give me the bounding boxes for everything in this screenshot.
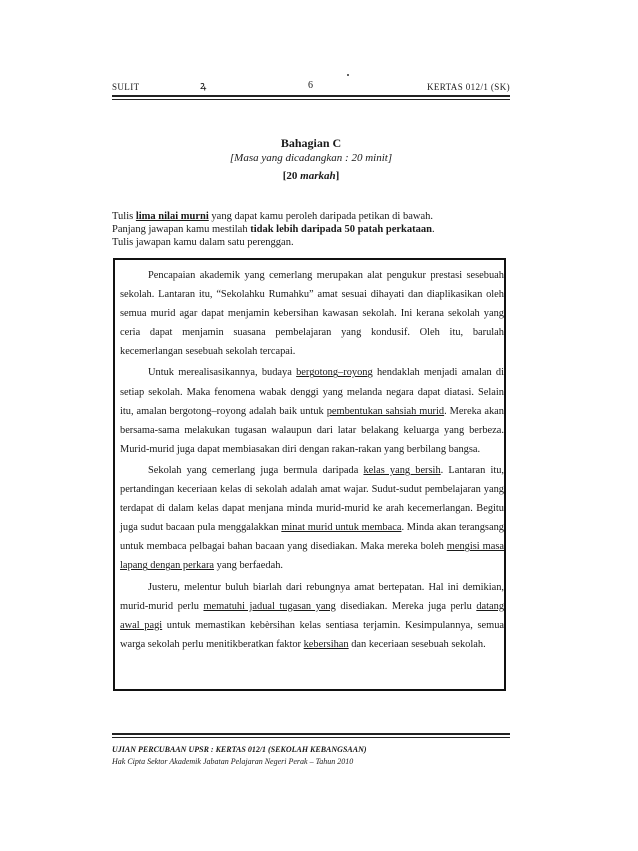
marks-prefix: [20 bbox=[282, 170, 301, 182]
instruction-line-2: Panjang jawapan kamu mestilah tidak lebih daripada 50 patah perkataan. bbox=[112, 224, 435, 235]
underlined-phrase: kebersihan bbox=[303, 638, 349, 650]
page-number: 6 bbox=[308, 80, 313, 91]
footer-rule bbox=[112, 733, 510, 735]
header-confidential-label: SULIT bbox=[112, 82, 140, 92]
underlined-phrase: mematuhi jadual tugasan yang bbox=[203, 600, 336, 612]
speck bbox=[347, 74, 349, 76]
header-paper-code: KERTAS 012/1 (SK) bbox=[426, 82, 510, 92]
section-title: Bahagian C bbox=[280, 136, 342, 150]
instruction-word-limit: tidak lebih daripada 50 patah perkataan bbox=[250, 224, 432, 235]
instruction-line-1: Tulis lima nilai murni yang dapat kamu peroleh daripada petikan di bawah. bbox=[112, 211, 433, 222]
passage-paragraph-4: Justeru, melentur buluh biarlah dari rebungnya amat bertepatan. Hal ini demikian, murid-murid perlu mematuhi jadual tugasan yang disediakan. Mereka juga perlu datang awal pagi untuk memastikan kebèrsihan kelas sentiasa terjamin. Kesimpulannya, semua warga sekolah perlu menitikberatkan faktor kebersihan dan keceriaan sesebuah sekolah. bbox=[120, 581, 505, 650]
underlined-phrase: mengisi masa lapang dengan perkara bbox=[120, 541, 504, 572]
marks-word: markah bbox=[300, 170, 336, 182]
underlined-phrase: kelas yang bersih bbox=[363, 464, 441, 476]
underlined-phrase: pembentukan sahsiah murid bbox=[326, 405, 445, 417]
passage-text bbox=[120, 266, 504, 656]
instructions bbox=[112, 210, 435, 249]
underlined-phrase: bergotong–royong bbox=[296, 367, 373, 379]
passage-paragraph-1: Pencapaian akademik yang cemerlang merupakan alat pengukur prestasi sesebuah sekolah. Lantaran itu, “Sekolahku Rumahku” amat sesuai dihayati dan diaplikasikan oleh semua murid agar dapat menjamin kebersihan kawasan sekolah. Ini kerana sekolah yang ceria dapat menjamin suasana pembelajaran yang kondusif. Oleh itu, barulah kecemerlangan sesebuah sekolah tercapai. bbox=[120, 270, 504, 358]
footer-rule-thin bbox=[112, 737, 510, 738]
passage-paragraph-3: Sekolah yang cemerlang juga bermula daripada kelas yang bersih. Lantaran itu, pertandingan keceriaan kelas di sekolah adalah amat wajar. Sudut-sudut pembelajaran yang terdapat di dalam kelas dapat menjana minda murid-murid ke arah kecemerlangan. Begitu juga sudut bacaan pula menggalakkan minat murid untuk membaca. Minda akan terangsang untuk membaca pelbagai bahan bacaan yang disediakan. Maka mereka boleh mengisi masa lapang dengan perkara yang berfaedah. bbox=[120, 464, 505, 572]
handwritten-mark: ꝝ bbox=[200, 80, 207, 92]
header-rule bbox=[112, 95, 510, 97]
instruction-emphasis: lima nilai murni bbox=[135, 211, 209, 222]
underlined-phrase: minat murid untuk membaca bbox=[281, 522, 402, 534]
footer-copyright: Hak Cipta Sektor Akademik Jabatan Pelajaran Negeri Perak – Tahun 2010 bbox=[112, 757, 354, 766]
passage-paragraph-2: Untuk merealisasikannya, budaya bergotong–royong hendaklah menjadi amalan di setiap sekolah. Maka fenomena wabak denggi yang melanda negara dapat diatasi. Selain itu, amalan bergotong–royong adalah baik untuk pembentukan sahsiah murid. Mereka akan bersama-sama melakukan tugasan walaupun dari latar belakang keluarga yang berbeza. Murid-murid juga dapat membiasakan diri dengan rakan-rakan yang berbilang bangsa. bbox=[120, 367, 504, 455]
header-rule-thin bbox=[112, 99, 510, 100]
footer-exam-title: UJIAN PERCUBAAN UPSR : KERTAS 012/1 (SEKOLAH KEBANGSAAN) bbox=[112, 745, 367, 754]
marks-suffix: ] bbox=[335, 170, 340, 182]
instruction-line-3: Tulis jawapan kamu dalam satu perenggan. bbox=[112, 237, 294, 248]
section-time-note: [Masa yang dicadangkan : 20 minit] bbox=[229, 152, 393, 164]
section-marks bbox=[112, 170, 510, 182]
underlined-phrase: datang awal pagi bbox=[120, 600, 505, 631]
